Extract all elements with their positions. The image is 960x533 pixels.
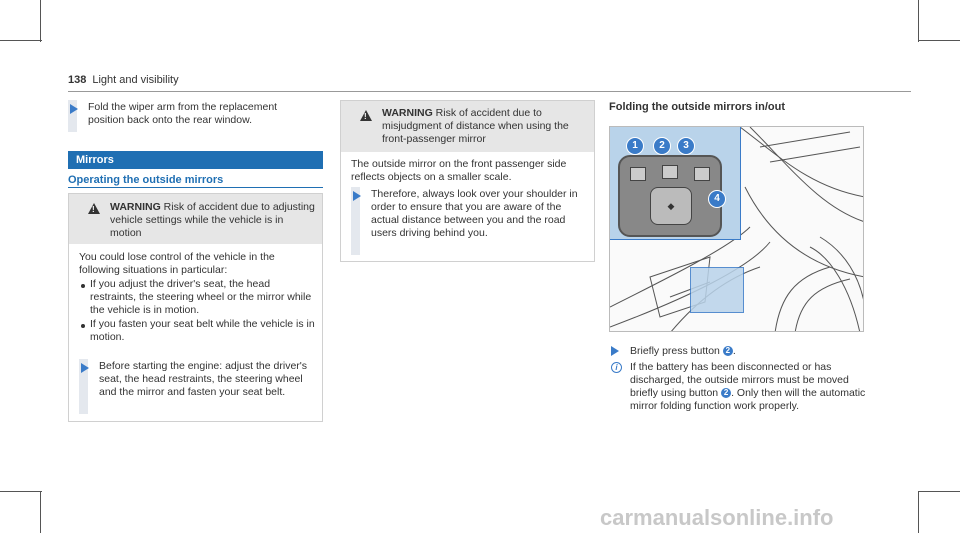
warning-icon: ! [360, 110, 372, 121]
button-2-badge: 2 [721, 388, 731, 398]
warning-label: WARNING [382, 107, 433, 119]
crop-mark [918, 491, 960, 492]
mirror-fold-button [662, 165, 678, 179]
warning-heading-text: Risk of accident due to misjudgment of distance when using the front-passenger mirror [382, 107, 569, 145]
button-2-badge: 2 [723, 346, 733, 356]
battery-info [630, 361, 870, 413]
folding-heading: Folding the outside mirrors in/out [609, 101, 785, 113]
bullet-icon [81, 284, 85, 288]
step-arrow-icon [70, 104, 78, 114]
info-text: If the battery has been disconnected or has discharged, the outside mirrors must be moved briefly using button [630, 361, 849, 399]
mirror-right-button [694, 167, 710, 181]
warning-step-left: Before starting the engine: adjust the driver's seat, the head restraints, the steering wheel and the mirror and fasten your seat belt. [99, 360, 308, 398]
warning-heading-left [110, 201, 315, 240]
crop-mark [40, 491, 41, 533]
intro-step-text: Fold the wiper arm from the replacement position back onto the rear window. [88, 101, 278, 126]
warning-heading-text: Risk of accident due to adjusting vehicle settings while the vehicle is in motion [110, 201, 315, 239]
mirror-controls-figure [609, 126, 864, 332]
chapter-title: Light and visibility [92, 74, 179, 86]
mirror-adjust-pad-icon: ◆ [650, 187, 692, 225]
warning-step-middle: Therefore, always look over your shoulder in order to ensure that you are aware of the actual distance between you and the road users driving behind you. [371, 188, 578, 239]
mirror-left-button [630, 167, 646, 181]
callout-2: 2 [653, 137, 671, 155]
warning-bullet-2: If you fasten your seat belt while the vehicle is in motion. [90, 318, 315, 343]
crop-mark [0, 491, 42, 492]
crop-mark [918, 40, 960, 41]
warning-box-middle [340, 100, 595, 262]
switch-panel [618, 155, 722, 237]
callout-3: 3 [677, 137, 695, 155]
bullet-icon [81, 324, 85, 328]
info-icon: i [611, 362, 622, 373]
step-arrow-icon [611, 346, 619, 356]
warning-icon: ! [88, 203, 100, 214]
warning-box-left [68, 193, 323, 422]
info-text-suffix: . Only then will the automatic mirror folding function work properly. [630, 387, 866, 412]
step-text: Briefly press button [630, 345, 720, 357]
crop-mark [918, 0, 919, 42]
controls-inset [610, 127, 741, 240]
crop-mark [918, 491, 919, 533]
header-rule [68, 91, 911, 92]
folding-step: Briefly press button 2 . [630, 345, 736, 357]
warning-body: You could lose control of the vehicle in the following situations in particular: [79, 251, 275, 276]
watermark: carmanualsonline.info [600, 505, 834, 530]
page-header [68, 74, 179, 86]
step-arrow-icon [81, 363, 89, 373]
callout-4: 4 [708, 190, 726, 208]
highlight-area [690, 267, 744, 313]
subheading: Operating the outside mirrors [68, 174, 224, 186]
warning-body: The outside mirror on the front passenger side reflects objects on a smaller scale. [351, 158, 567, 183]
warning-heading-middle [382, 107, 587, 146]
warning-label: WARNING [110, 201, 161, 213]
callout-1: 1 [626, 137, 644, 155]
page-number: 138 [68, 74, 87, 86]
step-arrow-icon [353, 191, 361, 201]
crop-mark [40, 0, 41, 42]
crop-mark [0, 40, 42, 41]
subheading-rule [68, 187, 323, 188]
warning-bullet-1: If you adjust the driver's seat, the head restraints, the steering wheel or the mirror while the vehicle is in motion. [90, 278, 312, 316]
section-title: Mirrors [68, 151, 323, 169]
